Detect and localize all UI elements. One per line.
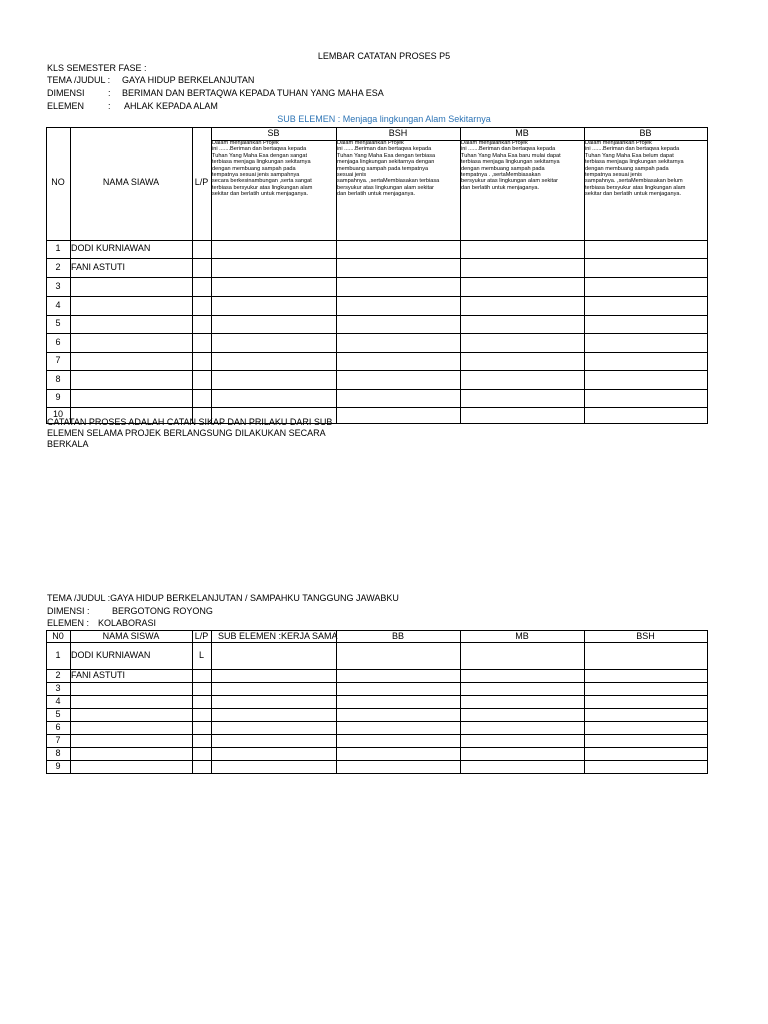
row-number: 9 (55, 760, 61, 771)
row-number: 1 (55, 243, 61, 253)
grid-line (211, 630, 212, 774)
grid-line (46, 695, 708, 696)
col-header-level: BSH (388, 128, 408, 138)
row-number: 5 (55, 708, 61, 719)
dimensi-label: DIMENSI (47, 88, 85, 98)
col-header-level: BB (391, 631, 404, 641)
col-header-level: MB (515, 128, 529, 138)
student-name: FANI ASTUTI (71, 669, 126, 680)
student-name: FANI ASTUTI (71, 261, 126, 272)
grid-line (46, 407, 708, 408)
level-description-line: ini .......Beriman dan bertaqwa kepada (337, 146, 432, 153)
tema-label: TEMA /JUDUL : (47, 75, 111, 85)
col-header-level: BSH (636, 631, 655, 641)
elemen-colon: : (108, 101, 111, 111)
level-description-line: Dalam menjalankan Projek (337, 140, 404, 146)
grid-line (46, 773, 708, 774)
dimensi-2-value: BERGOTONG ROYONG (112, 606, 213, 616)
level-description-line: Dalam menjalankan Projek (585, 140, 652, 146)
row-number: 6 (55, 721, 61, 732)
process-note (47, 417, 332, 450)
sub-elemen-title: SUB ELEMEN : Menjaga lingkungan Alam Sekitarnya (277, 114, 491, 124)
row-number: 2 (55, 669, 61, 680)
row-number: 2 (55, 261, 61, 272)
elemen-value: AHLAK KEPADA ALAM (124, 101, 218, 111)
elemen-2-value: KOLABORASI (98, 618, 157, 628)
row-number: 8 (55, 747, 61, 758)
grid-line (584, 630, 585, 774)
level-description-line: dan berlatih untuk menjaganya. (461, 184, 540, 191)
student-name: DODI KURNIAWAN (71, 243, 151, 253)
level-description-line: dan berlatih untuk menjaganya. (337, 191, 416, 198)
level-description-line: ini .......Beriman dan bertaqwa kepada (461, 146, 556, 153)
level-description-line: Tuhan Yang Maha Esa baru mulai dapat (461, 152, 561, 159)
gender: L (198, 649, 204, 660)
level-description-line: Tuhan Yang Maha Esa dengan terbiasa (337, 152, 436, 159)
grid-line (46, 315, 708, 316)
row-number: 7 (55, 734, 61, 745)
col-header-no: N0 (52, 631, 64, 641)
student-name: DODI KURNIAWAN (71, 649, 151, 660)
grid-line (46, 721, 708, 722)
grid-line (46, 240, 708, 241)
col-header-lp: L/P (194, 631, 209, 641)
grid-line (192, 127, 193, 424)
level-description-line: dengan membuang sampah pada (585, 165, 669, 172)
grid-line (46, 352, 708, 353)
level-description-line: tempatnya sesuai jenis (585, 172, 642, 178)
level-description-line: sekitar dan berlatih untuk menjaganya. (212, 191, 309, 198)
level-description-line: tempatnya . ,sertaMembiasakan (461, 172, 541, 178)
tema-2: TEMA /JUDUL :GAYA HIDUP BERKELANJUTAN / SAMPAHKU TANGGUNG JAWABKU (47, 593, 399, 603)
level-description-line: Dalam menjalankan Projek (461, 140, 528, 146)
level-description-line: bersyukur atas lingkungan alam sekitar (461, 178, 559, 185)
grid-line (46, 682, 708, 683)
level-description-line: menjaga lingkungan sekitarnya dengan (337, 159, 435, 166)
row-number: 9 (55, 392, 61, 402)
level-description-line: secara berkesinambungan ,serta sangat (212, 178, 312, 185)
level-description-line: terbiasa menjaga lingkungan sekitarnya (585, 159, 684, 166)
grid-line (46, 258, 708, 259)
dimensi-2-label: DIMENSI : (47, 606, 90, 616)
level-description-line: sesuai jenis (337, 172, 367, 178)
grid-line (46, 708, 708, 709)
row-number: 4 (55, 695, 61, 706)
level-description-line: tempatnya sesuai jenis sampahnya (212, 172, 300, 178)
row-number: 3 (55, 682, 61, 693)
row-number: 10 (52, 409, 63, 419)
process-note-line: CATATAN PROSES ADALAH CATAN SIKAP DAN PRILAKU DARI SUB (47, 417, 333, 427)
grid-line (46, 734, 708, 735)
grid-line (46, 296, 708, 297)
col-header-level: SB (267, 128, 280, 138)
grid-line (707, 630, 708, 774)
col-header-lp: L/P (194, 177, 209, 187)
col-header-level: BB (639, 128, 652, 138)
level-description-line: Dalam menjalankan Projek (212, 140, 279, 146)
col-header-nama: NAMA SIAWA (102, 177, 160, 187)
kls-semester-fase: KLS SEMESTER FASE : (47, 63, 147, 73)
row-number: 8 (55, 373, 61, 384)
level-description-line: sampahnya. ,sertaMembiasakan terbiasa (337, 178, 440, 185)
level-description-line: ini .......Beriman dan bertaqwa kepada (212, 146, 307, 153)
level-description-line: terbiasa menjaga lingkungan sekitarnya (212, 159, 311, 166)
grid-line (336, 630, 337, 774)
dimensi-value: BERIMAN DAN BERTAQWA KEPADA TUHAN YANG MAHA ESA (122, 88, 384, 98)
dimensi-colon: : (108, 88, 111, 98)
row-number: 1 (55, 649, 61, 660)
grid-line (46, 333, 708, 334)
level-description-line: terbiasa bersyukur atas lingkungan alam (585, 184, 686, 191)
grid-line (46, 370, 708, 371)
level-description-line: Tuhan Yang Maha Esa dengan sangat (212, 152, 308, 159)
col-header-nama: NAMA SISWA (102, 631, 160, 641)
col-header-sub-elemen: SUB ELEMEN :KERJA SAMA (218, 631, 338, 641)
grid-line (46, 760, 708, 761)
tema-value: GAYA HIDUP BERKELANJUTAN (122, 75, 255, 85)
level-description-line: sekitar dan berlatih untuk menjaganya. (585, 191, 682, 198)
row-number: 6 (55, 336, 61, 347)
page-title: LEMBAR CATATAN PROSES P5 (317, 51, 451, 61)
level-description-line: bersyukur atas lingkungan alam sekitar (337, 184, 435, 191)
grid-line (707, 127, 708, 424)
row-number: 5 (55, 318, 61, 328)
grid-line (70, 127, 71, 424)
level-description-line: terbiasa bersyukur atas lingkungan alam (212, 184, 313, 191)
row-number: 3 (55, 280, 61, 291)
elemen-label: ELEMEN (47, 101, 85, 111)
level-description-line: terbiasa menjaga lingkungan sekitarnya (461, 159, 560, 166)
grid-line (46, 669, 708, 670)
process-note-line: BERKALA (47, 439, 89, 449)
grid-line (46, 642, 708, 643)
level-description-line: Tuhan Yang Maha Esa belum dapat (585, 152, 674, 159)
level-description-line: dengan membuang sampah pada (212, 165, 296, 172)
level-description-line: sampahnya. ,sertaMembiasakan belum (585, 178, 683, 185)
level-description-line: dengan membuang sampah pada (461, 165, 545, 172)
col-header-level: MB (515, 631, 529, 641)
row-number: 4 (55, 299, 61, 310)
row-number: 7 (55, 355, 61, 365)
elemen-2-label: ELEMEN : (47, 618, 90, 628)
level-description-line: membuang sampah pada tempatnya (337, 165, 429, 172)
grid-line (46, 277, 708, 278)
grid-line (460, 630, 461, 774)
level-description-line: ini .......Beriman dan bertaqwa kepada (585, 146, 680, 153)
process-note-line: ELEMEN SELAMA PROJEK BERLANGSUNG DILAKUKAN SECARA (47, 428, 326, 438)
grid-line (46, 747, 708, 748)
grid-line (46, 389, 708, 390)
col-header-no: NO (51, 177, 65, 187)
